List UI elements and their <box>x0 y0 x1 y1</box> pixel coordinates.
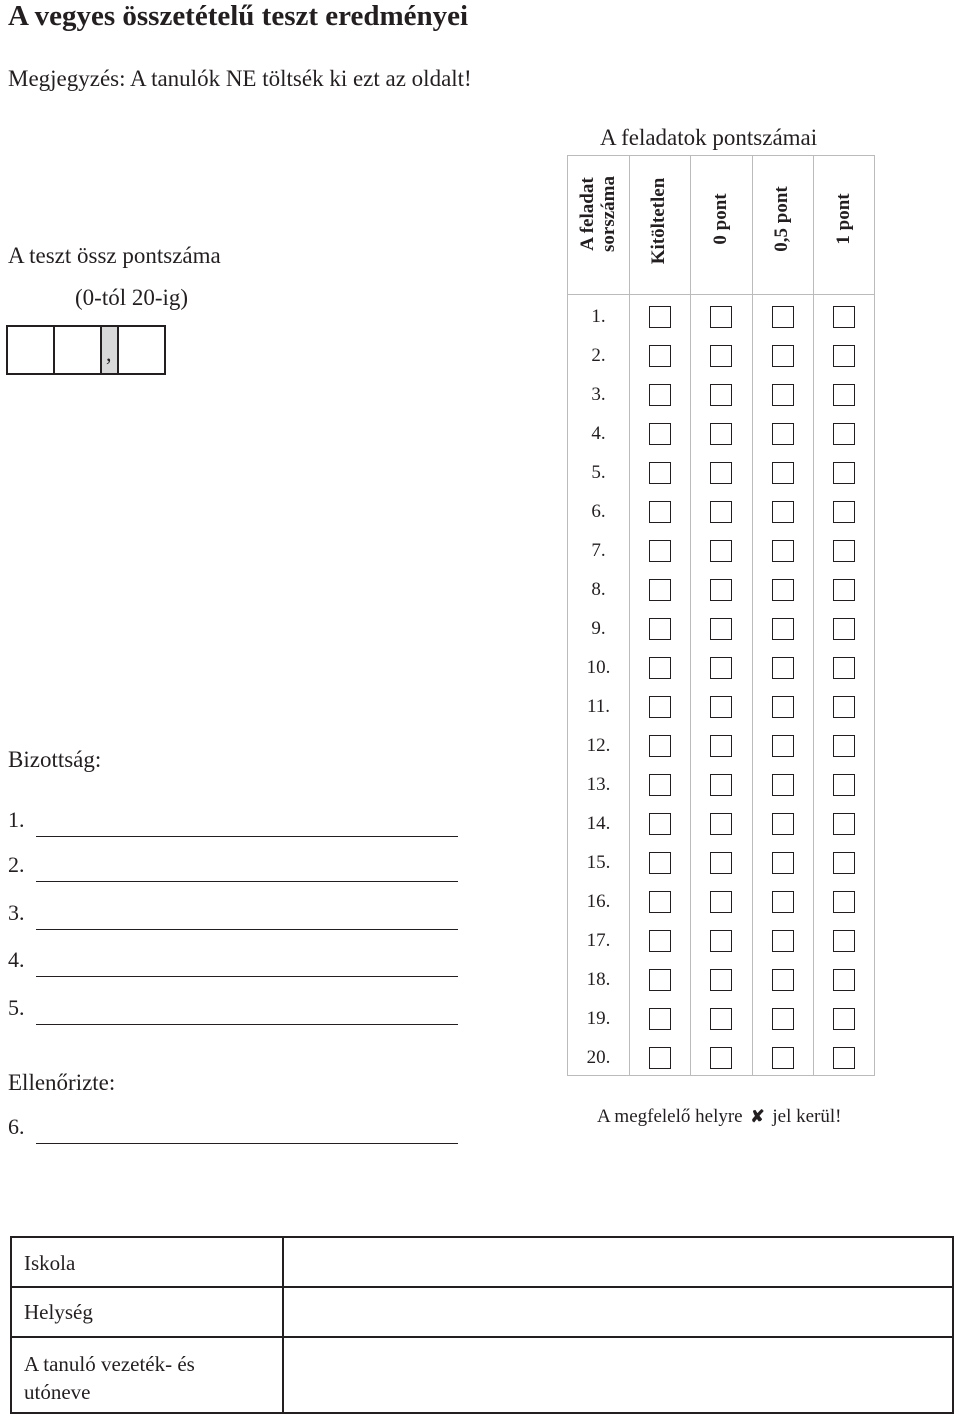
checkbox-one-point[interactable] <box>833 384 855 406</box>
student-name-label-line2: utóneve <box>24 1380 91 1404</box>
checkbox-unfilled[interactable] <box>649 540 671 562</box>
location-label: Helység <box>24 1300 93 1324</box>
checkbox-one-point[interactable] <box>833 345 855 367</box>
committee-member-number: 2. <box>8 852 25 877</box>
checkbox-half-point[interactable] <box>772 306 794 328</box>
decimal-comma: , <box>106 341 112 366</box>
checkbox-half-point[interactable] <box>772 930 794 952</box>
checkbox-zero-points[interactable] <box>710 306 732 328</box>
task-number-label: 10. <box>586 657 611 678</box>
task-number-label: 18. <box>586 969 611 990</box>
checkbox-zero-points[interactable] <box>710 969 732 991</box>
page-note: Megjegyzés: A tanulók NE töltsék ki ezt az oldalt! <box>8 66 472 91</box>
checkbox-half-point[interactable] <box>772 501 794 523</box>
checkbox-unfilled[interactable] <box>649 501 671 523</box>
committee-label: Bizottság: <box>8 747 102 772</box>
checkbox-one-point[interactable] <box>833 306 855 328</box>
task-number-label: 3. <box>591 384 606 405</box>
checkbox-zero-points[interactable] <box>710 1047 732 1069</box>
checkbox-half-point[interactable] <box>772 1008 794 1030</box>
checkbox-one-point[interactable] <box>833 813 855 835</box>
school-info-table <box>10 1236 954 1414</box>
checkbox-unfilled[interactable] <box>649 696 671 718</box>
signature-line[interactable] <box>36 976 458 977</box>
checkbox-half-point[interactable] <box>772 813 794 835</box>
task-number-label: 9. <box>591 618 606 639</box>
column-header-unfilled: Kitöltetlen <box>648 177 669 265</box>
checkbox-half-point[interactable] <box>772 1047 794 1069</box>
school-label: Iskola <box>24 1251 76 1275</box>
checkbox-zero-points[interactable] <box>710 813 732 835</box>
task-number-label: 12. <box>586 735 611 756</box>
committee-member-number: 1. <box>8 807 25 832</box>
signature-line[interactable] <box>36 1024 458 1025</box>
committee-member-row <box>8 807 458 837</box>
checkbox-one-point[interactable] <box>833 1047 855 1069</box>
checkbox-zero-points[interactable] <box>710 657 732 679</box>
task-number-label: 20. <box>586 1047 611 1068</box>
score-digit-box-tens[interactable] <box>8 327 55 373</box>
task-number-label: 17. <box>586 930 611 951</box>
checkbox-zero-points[interactable] <box>710 423 732 445</box>
checkbox-one-point[interactable] <box>833 696 855 718</box>
checkbox-unfilled[interactable] <box>649 579 671 601</box>
committee-member-number: 4. <box>8 947 25 972</box>
committee-member-row <box>8 947 458 977</box>
student-name-value-field[interactable] <box>284 1338 952 1412</box>
checkbox-unfilled[interactable] <box>649 852 671 874</box>
score-decimal-separator <box>102 327 119 373</box>
column-header-task-number-line1: A feladat <box>577 177 598 251</box>
checkbox-one-point[interactable] <box>833 423 855 445</box>
location-value-field[interactable] <box>284 1288 952 1336</box>
instruction-text <box>597 1106 841 1128</box>
task-number-label: 5. <box>591 462 606 483</box>
checkbox-zero-points[interactable] <box>710 501 732 523</box>
checkbox-unfilled[interactable] <box>649 306 671 328</box>
checkbox-half-point[interactable] <box>772 462 794 484</box>
checkbox-zero-points[interactable] <box>710 852 732 874</box>
task-number-label: 4. <box>591 423 606 444</box>
column-header-task-number-line2: sorszáma <box>598 176 619 252</box>
checkbox-one-point[interactable] <box>833 657 855 679</box>
column-header-zero-points: 0 pont <box>710 193 731 245</box>
checkbox-zero-points[interactable] <box>710 540 732 562</box>
checker-signature-line[interactable] <box>36 1143 458 1144</box>
task-number-label: 13. <box>586 774 611 795</box>
task-score-table <box>567 155 875 1076</box>
column-header-one-point: 1 pont <box>833 193 854 245</box>
checkbox-unfilled[interactable] <box>649 813 671 835</box>
checkbox-zero-points[interactable] <box>710 1008 732 1030</box>
student-name-label <box>24 1350 195 1406</box>
checker-row <box>8 1114 458 1144</box>
checkbox-zero-points[interactable] <box>710 930 732 952</box>
committee-member-number: 3. <box>8 900 25 925</box>
total-score-range: (0-tól 20-ig) <box>75 285 189 310</box>
checkbox-zero-points[interactable] <box>710 345 732 367</box>
checkbox-unfilled[interactable] <box>649 462 671 484</box>
checkbox-half-point[interactable] <box>772 579 794 601</box>
score-digit-box-ones[interactable] <box>55 327 102 373</box>
checkbox-zero-points[interactable] <box>710 579 732 601</box>
instruction-after: jel kerül! <box>772 1106 842 1127</box>
checkbox-unfilled[interactable] <box>649 345 671 367</box>
checkbox-zero-points[interactable] <box>710 384 732 406</box>
task-number-label: 2. <box>591 345 606 366</box>
page-title: A vegyes összetételű teszt eredményei <box>8 0 469 32</box>
checkbox-half-point[interactable] <box>772 384 794 406</box>
checkbox-unfilled[interactable] <box>649 657 671 679</box>
checkbox-half-point[interactable] <box>772 345 794 367</box>
student-name-label-line1: A tanuló vezeték- és <box>24 1352 195 1376</box>
checkbox-unfilled[interactable] <box>649 969 671 991</box>
task-number-label: 1. <box>591 306 606 327</box>
checkbox-one-point[interactable] <box>833 618 855 640</box>
checkbox-zero-points[interactable] <box>710 735 732 757</box>
checkbox-half-point[interactable] <box>772 696 794 718</box>
committee-member-row <box>8 900 458 930</box>
checkbox-zero-points[interactable] <box>710 618 732 640</box>
total-score-boxes <box>6 325 166 375</box>
checkbox-zero-points[interactable] <box>710 696 732 718</box>
checkbox-one-point[interactable] <box>833 1008 855 1030</box>
column-header-half-point: 0,5 pont <box>771 186 792 252</box>
committee-member-row <box>8 995 458 1025</box>
committee-member-number: 5. <box>8 995 25 1020</box>
task-number-label: 8. <box>591 579 606 600</box>
checkbox-unfilled[interactable] <box>649 774 671 796</box>
x-mark-icon: ✘ <box>750 1107 765 1126</box>
checkbox-zero-points[interactable] <box>710 774 732 796</box>
signature-line[interactable] <box>36 881 458 882</box>
checkbox-one-point[interactable] <box>833 735 855 757</box>
checkbox-half-point[interactable] <box>772 774 794 796</box>
task-number-label: 16. <box>586 891 611 912</box>
task-number-label: 19. <box>586 1008 611 1029</box>
checkbox-half-point[interactable] <box>772 618 794 640</box>
total-score-label: A teszt össz pontszáma <box>8 243 221 268</box>
school-value-field[interactable] <box>284 1238 952 1286</box>
task-number-label: 14. <box>586 813 611 834</box>
checkbox-half-point[interactable] <box>772 657 794 679</box>
task-number-label: 6. <box>591 501 606 522</box>
task-number-label: 7. <box>591 540 606 561</box>
instruction-before: A megfelelő helyre <box>597 1106 743 1127</box>
checkbox-one-point[interactable] <box>833 852 855 874</box>
checkbox-one-point[interactable] <box>833 540 855 562</box>
signature-line[interactable] <box>36 929 458 930</box>
checkbox-zero-points[interactable] <box>710 891 732 913</box>
checkbox-zero-points[interactable] <box>710 462 732 484</box>
checkbox-half-point[interactable] <box>772 540 794 562</box>
checkbox-half-point[interactable] <box>772 891 794 913</box>
checkbox-one-point[interactable] <box>833 774 855 796</box>
checkbox-one-point[interactable] <box>833 930 855 952</box>
checkbox-half-point[interactable] <box>772 735 794 757</box>
checkbox-one-point[interactable] <box>833 462 855 484</box>
checker-number: 6. <box>8 1114 25 1139</box>
checkbox-one-point[interactable] <box>833 579 855 601</box>
committee-member-row <box>8 852 458 882</box>
signature-line[interactable] <box>36 836 458 837</box>
checkbox-unfilled[interactable] <box>649 735 671 757</box>
checkbox-one-point[interactable] <box>833 891 855 913</box>
checkbox-unfilled[interactable] <box>649 384 671 406</box>
task-number-label: 15. <box>586 852 611 873</box>
column-header-task-number <box>577 164 619 264</box>
checkbox-half-point[interactable] <box>772 969 794 991</box>
checkbox-unfilled[interactable] <box>649 930 671 952</box>
checkbox-unfilled[interactable] <box>649 1047 671 1069</box>
task-number-label: 11. <box>586 696 611 717</box>
checkbox-unfilled[interactable] <box>649 891 671 913</box>
checked-by-label: Ellenőrizte: <box>8 1070 116 1095</box>
checkbox-one-point[interactable] <box>833 969 855 991</box>
checkbox-unfilled[interactable] <box>649 423 671 445</box>
checkbox-unfilled[interactable] <box>649 618 671 640</box>
checkbox-half-point[interactable] <box>772 423 794 445</box>
score-digit-box-decimal[interactable] <box>119 327 164 373</box>
checkbox-one-point[interactable] <box>833 501 855 523</box>
tasks-heading: A feladatok pontszámai <box>600 125 818 150</box>
header-divider <box>568 294 874 295</box>
checkbox-unfilled[interactable] <box>649 1008 671 1030</box>
checkbox-half-point[interactable] <box>772 852 794 874</box>
